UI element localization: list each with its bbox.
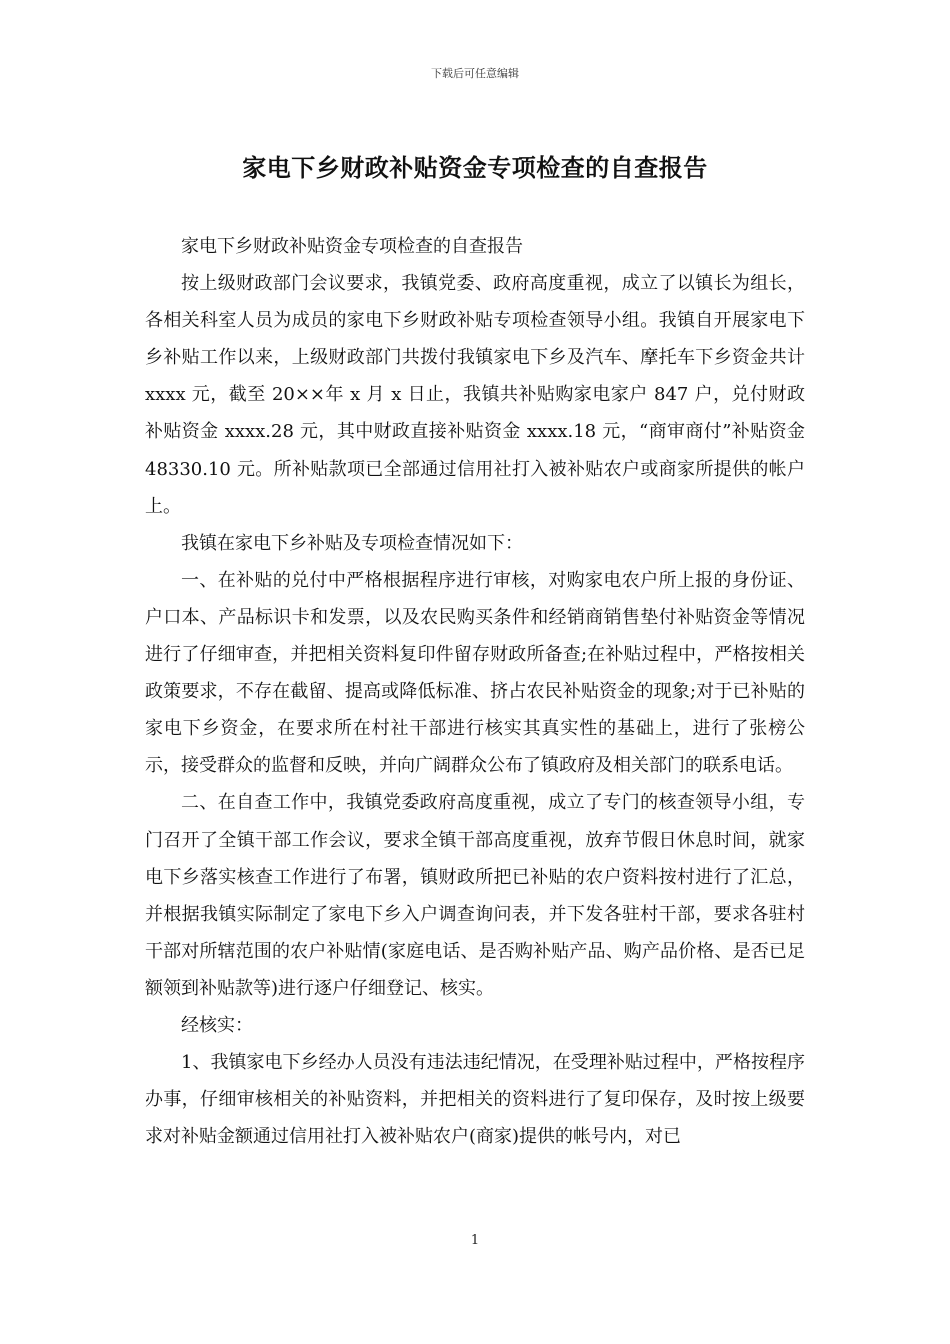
header-note: 下载后可任意编辑 xyxy=(431,67,519,80)
body-paragraph-intro: 按上级财政部门会议要求，我镇党委、政府高度重视，成立了以镇长为组长，各相关科室人员为成员的家电下乡财政补贴专项检查领导小组。我镇自开展家电下乡补贴工作以来，上级财政部门共拨付我镇家电下乡及汽车、摩托车下乡资金共计 xxxx 元，截至 20××年 x 月 x 日止，我镇共补贴购家电家户 847 户，兑付财政补贴资金 xxxx.28 元，其中财政直接补贴资金 xxxx.18 元，“商审商付”补贴资金 48330.10 元。所补贴款项已全部通过信用社打入被补贴农户或商家所提供的帐户上。 xyxy=(145,273,805,517)
document-title: 家电下乡财政补贴资金专项检查的自查报告 xyxy=(242,153,708,182)
body-paragraph-verified: 经核实： xyxy=(181,1014,253,1036)
document-body xyxy=(145,228,805,1155)
body-paragraph-item-1: 一、在补贴的兑付中严格根据程序进行审核，对购家电农户所上报的身份证、户口本、产品标识卡和发票，以及农民购买条件和经销商销售垫付补贴资金等情况进行了仔细审查，并把相关资料复印件留存财政所备查;在补贴过程中，严格按相关政策要求，不存在截留、提高或降低标准、挤占农民补贴资金的现象;对于已补贴的家电下乡资金，在要求所在村社干部进行核实其真实性的基础上，进行了张榜公示，接受群众的监督和反映，并向广阔群众公布了镇政府及相关部门的联系电话。 xyxy=(145,569,805,777)
body-paragraph-finding-1: 1、我镇家电下乡经办人员没有违法违纪情况，在受理补贴过程中，严格按程序办事，仔细审核相关的补贴资料，并把相关的资料进行了复印保存，及时按上级要求对补贴金额通过信用社打入被补贴农户(商家)提供的帐号内，对已 xyxy=(145,1052,805,1148)
body-paragraph-item-2: 二、在自查工作中，我镇党委政府高度重视，成立了专门的核查领导小组，专门召开了全镇干部工作会议，要求全镇干部高度重视，放弃节假日休息时间，就家电下乡落实核查工作进行了布署，镇财政所把已补贴的农户资料按村进行了汇总，并根据我镇实际制定了家电下乡入户调查询问表，并下发各驻村干部，要求各驻村干部对所辖范围的农户补贴情(家庭电话、是否购补贴产品、购产品价格、是否已足额领到补贴款等)进行逐户仔细登记、核实。 xyxy=(145,792,805,999)
page-number: 1 xyxy=(470,1233,480,1248)
body-paragraph-subtitle: 家电下乡财政补贴资金专项检查的自查报告 xyxy=(181,236,523,257)
body-paragraph-situation: 我镇在家电下乡补贴及专项检查情况如下： xyxy=(181,532,523,554)
